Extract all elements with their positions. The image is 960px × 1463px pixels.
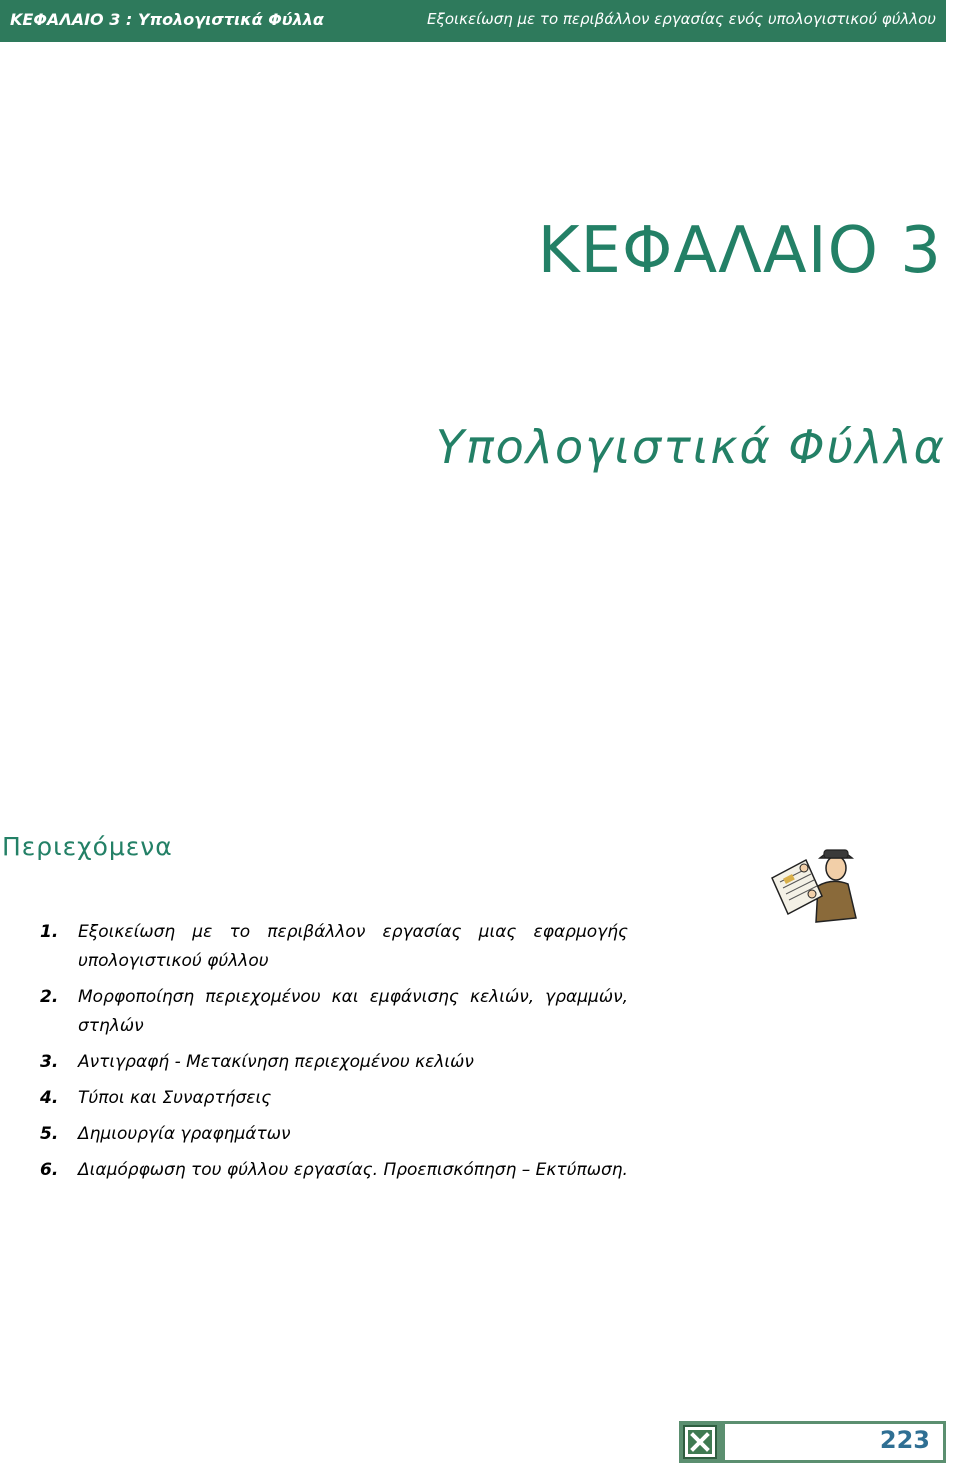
page-number: 223 [879, 1426, 930, 1454]
man-reading-newspaper-icon [766, 838, 866, 930]
toc-item-5 [40, 1120, 628, 1149]
toc-item-number: 5. [40, 1124, 59, 1144]
toc-item-1 [40, 918, 628, 976]
chapter-subtitle: Υπολογιστικά Φύλλα [435, 420, 946, 474]
toc-item-text: Εξοικείωση με το περιβάλλον εργασίας μιας εφαρμογής υπολογιστικού φύλλου [78, 922, 628, 971]
contents-heading: Περιεχόμενα [2, 832, 173, 861]
toc-item-number: 1. [40, 922, 59, 942]
chapter-title: ΚΕΦΑΛΑΙΟ 3 [537, 214, 942, 288]
toc-item-text: Αντιγραφή - Μετακίνηση περιεχομένου κελιών [78, 1052, 474, 1072]
toc-item-number: 4. [40, 1088, 59, 1108]
toc-item-3 [40, 1048, 628, 1077]
toc-item-text: Διαμόρφωση του φύλλου εργασίας. Προεπισκόπηση – Εκτύπωση. [78, 1160, 628, 1180]
toc-item-number: 2. [40, 987, 59, 1007]
excel-icon [683, 1425, 717, 1459]
toc-item-2 [40, 983, 628, 1041]
header-section-label: Εξοικείωση με το περιβάλλον εργασίας ενός υπολογιστικού φύλλου [427, 10, 936, 28]
toc-item-text: Μορφοποίηση περιεχομένου και εμφάνισης κελιών, γραμμών, στηλών [78, 987, 628, 1036]
toc-item-text: Τύποι και Συναρτήσεις [78, 1088, 272, 1108]
toc-item-number: 3. [40, 1052, 59, 1072]
header-chapter-label: ΚΕΦΑΛΑΙΟ 3 : Υπολογιστικά Φύλλα [10, 10, 324, 29]
toc-item-4 [40, 1084, 628, 1113]
table-of-contents [40, 918, 628, 1192]
toc-item-number: 6. [40, 1160, 59, 1180]
toc-item-text: Δημιουργία γραφημάτων [78, 1124, 291, 1144]
toc-item-6 [40, 1156, 628, 1185]
running-header [0, 0, 946, 42]
